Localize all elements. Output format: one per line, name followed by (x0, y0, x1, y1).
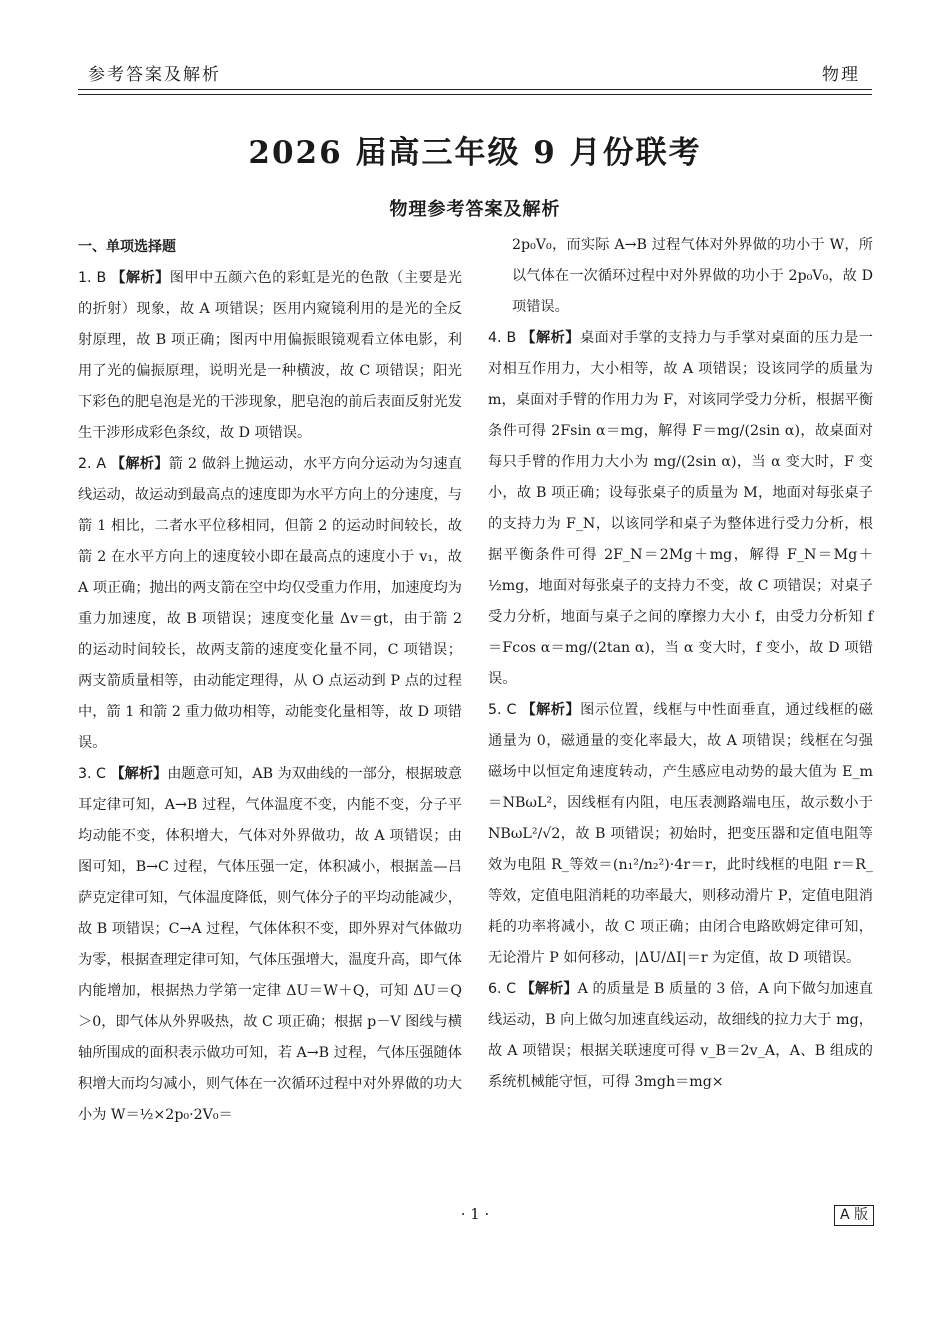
answer-1-num: 1. B (78, 270, 107, 286)
answer-1-tag: 【解析】 (111, 270, 170, 286)
answer-4-num: 4. B (488, 330, 517, 346)
answer-6 (488, 974, 873, 1098)
header-left: 参考答案及解析 (88, 65, 221, 85)
answer-5 (488, 695, 873, 974)
answer-4 (488, 323, 873, 695)
header-rule-thin (78, 94, 872, 95)
answer-2-text: 箭 2 做斜上抛运动，水平方向分运动为匀速直线运动，故运动到最高点的速度即为水平方向上的分速度，与箭 1 相比，二者水平位移相同，但箭 2 的运动时间较长，故箭 2 在水平方向上的速度较小即在最高点的速度小于 v₁，故 A 项正确；抛出的两支箭在空中均仅受重力作用，加速度均为重力加速度，故 B 项错误；速度变化量 Δv＝gt，由于箭 2 的运动时间较长，故两支箭的速度变化量不同，C 项错误；两支箭质量相等，由动能定理得，从 O 点运动到 P 点的过程中，箭 1 和箭 2 重力做功相等，动能变化量相等，故 D 项错误。 (78, 456, 462, 751)
answer-5-text: 图示位置，线框与中性面垂直，通过线框的磁通量为 0，磁通量的变化率最大，故 A 项错误；线框在匀强磁场中以恒定角速度转动，产生感应电动势的最大值为 E_m＝NBωL²，因线框有内阻，电压表测路端电压，故示数小于 NBωL²/√2，故 B 项错误；初始时，把变压器和定值电阻等效为电阻 R_等效＝(n₁²/n₂²)·4r＝r，此时线框的电阻 r＝R_等效，定值电阻消耗的功率最大，则移动滑片 P，定值电阻消耗的功率将减小，故 C 项正确；由闭合电路欧姆定律可知，无论滑片 P 如何移动，|ΔU/ΔI|＝r 为定值，故 D 项错误。 (488, 702, 873, 966)
answer-1 (78, 263, 462, 449)
answer-2 (78, 449, 462, 759)
header-rule (78, 89, 872, 90)
section-heading: 一、单项选择题 (78, 239, 176, 255)
answer-3-text: 由题意可知，AB 为双曲线的一部分，根据玻意耳定律可知，A→B 过程，气体温度不变，内能不变，分子平均动能不变，体积增大，气体对外界做功，故 A 项错误；由图可知，B→C 过程，气体压强一定，体积减小，根据盖—吕萨克定律可知，气体温度降低，则气体分子的平均动能减少，故 B 项错误；C→A 过程，气体体积不变，即外界对气体做功为零，根据查理定律可知，气体压强增大，温度升高，即气体内能增加，根据热力学第一定律 ΔU＝W＋Q，可知 ΔU＝Q＞0，即气体从外界吸热，故 C 项正确；根据 p－V 图线与横轴所围成的面积表示做功可知，若 A→B 过程，气体压强随体积增大而均匀减小，则气体在一次循环过程中对外界做的功大小为 W＝½×2p₀·2V₀＝ (78, 766, 462, 1123)
page-title: 2026 届高三年级 9 月份联考 (248, 135, 702, 171)
page-number: · 1 · (460, 1205, 490, 1223)
answer-5-tag: 【解析】 (521, 702, 581, 718)
answer-3-continued: 2p₀V₀，而实际 A→B 过程气体对外界做的功小于 W，所以气体在一次循环过程中对外界做的功小于 2p₀V₀，故 D 项错误。 (512, 237, 873, 315)
answer-6-tag: 【解析】 (520, 981, 578, 997)
answer-4-text: 桌面对手掌的支持力与手掌对桌面的压力是一对相互作用力，大小相等，故 A 项错误；设该同学的质量为 m，桌面对手臂的作用力为 F，对该同学受力分析，根据平衡条件可得 2Fsin α＝mg，解得 F＝mg/(2sin α)，故桌面对每只手臂的作用力大小为 mg/(2sin α)，当 α 变大时，F 变小，故 B 项正确；设每张桌子的质量为 M，地面对每张桌子的支持力为 F_N，以该同学和桌子为整体进行受力分析，根据平衡条件可得 2F_N＝2Mg＋mg，解得 F_N＝Mg＋½mg，地面对每张桌子的支持力不变，故 C 项错误；对桌子受力分析，地面与桌子之间的摩擦力大小 f，由受力分析知 f＝Fcos α＝mg/(2tan α)，当 α 变大时，f 变小，故 D 项错误。 (488, 330, 873, 687)
answer-3-num: 3. C (78, 766, 106, 782)
answer-2-tag: 【解析】 (110, 456, 169, 472)
left-column (78, 232, 462, 1131)
answer-1-text: 图甲中五颜六色的彩虹是光的色散（主要是光的折射）现象，故 A 项错误；医用内窥镜利用的是光的全反射原理，故 B 项正确；图丙中用偏振眼镜观看立体电影，利用了光的偏振原理，说明光是一种横波，故 C 项错误；阳光下彩色的肥皂泡是光的干涉现象，肥皂泡的前后表面反射光发生干涉形成彩色条纹，故 D 项错误。 (78, 270, 462, 441)
page-subtitle: 物理参考答案及解析 (389, 199, 561, 220)
version-badge: A 版 (834, 1205, 874, 1226)
answer-5-num: 5. C (488, 702, 517, 718)
answer-6-num: 6. C (488, 981, 517, 997)
answer-2-num: 2. A (78, 456, 107, 472)
answer-6-text: A 的质量是 B 质量的 3 倍，A 向下做匀加速直线运动，B 向上做匀加速直线运动，故细线的拉力大于 mg，故 A 项错误；根据关联速度可得 v_B＝2v_A，A、B 组成的系统机械能守恒，可得 3mgh＝mg× (488, 981, 873, 1090)
answer-3 (78, 759, 462, 1131)
header-right: 物理 (822, 65, 860, 85)
right-column (488, 230, 873, 1098)
answer-4-tag: 【解析】 (521, 330, 580, 346)
answer-3-tag: 【解析】 (110, 766, 168, 782)
